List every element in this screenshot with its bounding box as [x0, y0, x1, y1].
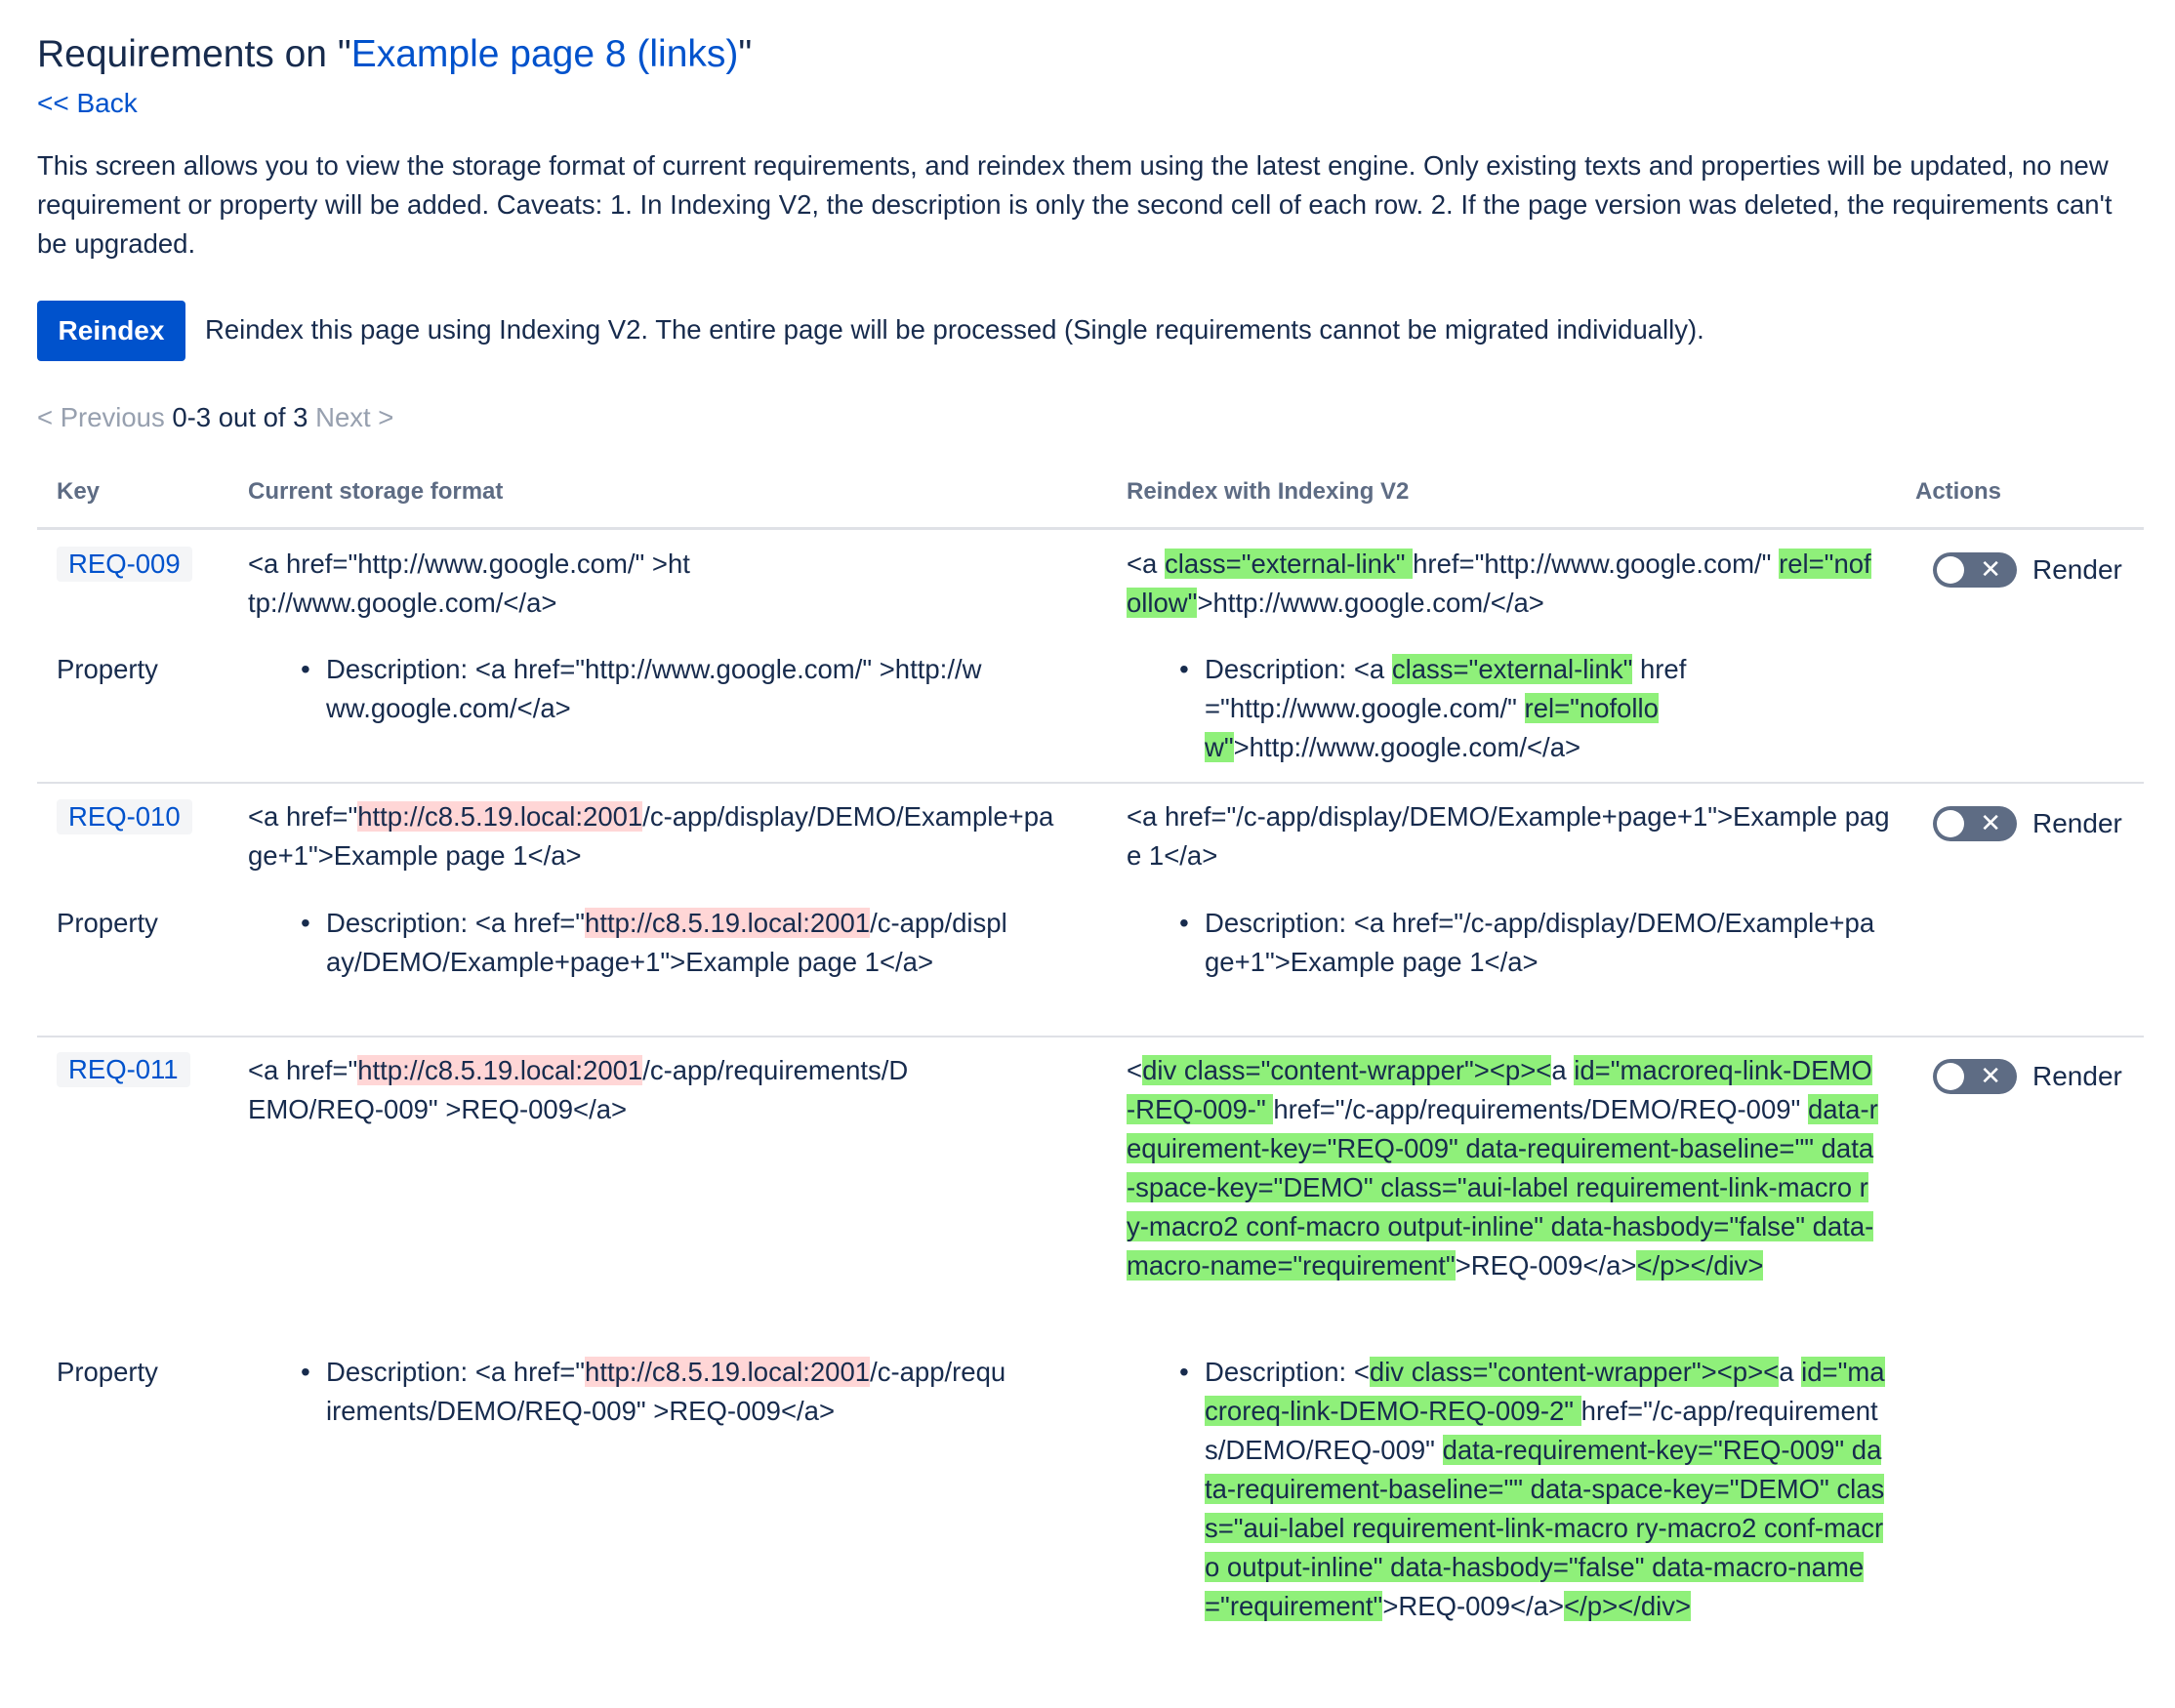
toggle-knob [1937, 1063, 1964, 1090]
requirement-key-link[interactable]: REQ-011 [57, 1052, 190, 1087]
render-toggle[interactable] [1933, 806, 2017, 841]
reindex-button[interactable]: Reindex [37, 301, 185, 361]
text-segment: < [1127, 1055, 1143, 1085]
text-segment: Description: <a [1205, 654, 1392, 684]
added-text: class="external-link" [1165, 549, 1414, 579]
text-segment: Description: <a href="/c-app/display/DEMO/Example+page+1">Example page 1</a> [1205, 908, 1875, 977]
added-text: div class="content-wrapper"><p>< [1369, 1357, 1780, 1387]
pagination-next[interactable]: Next > [315, 402, 394, 432]
pagination-previous[interactable]: < Previous [37, 402, 165, 432]
render-toggle[interactable] [1933, 1059, 2017, 1094]
render-label: Render [2032, 808, 2122, 838]
bullet: • [1179, 908, 1189, 938]
added-text: div class="content-wrapper"><p>< [1142, 1055, 1552, 1085]
intro-text: This screen allows you to view the storage format of current requirements, and reindex them using the latest engine. Only existing texts and properties will be updated, no new requirement or property will be added. Caveats: 1. In Indexing V2, the description is only the second cell of each row. 2. If the page version was deleted, the requirements can't be upgraded. [37, 150, 2113, 259]
render-label: Render [2032, 1061, 2122, 1091]
bullet: • [301, 1357, 310, 1387]
removed-text: http://c8.5.19.local:2001 [357, 801, 643, 832]
text-segment: Description: <a href=" [326, 908, 586, 938]
added-text: rel="nofollow" [1205, 693, 1659, 762]
property-current-cell [326, 650, 1000, 728]
removed-text: http://c8.5.19.local:2001 [585, 908, 871, 938]
added-text: id="macroreq-link-DEMO-REQ-009-" [1127, 1055, 1872, 1124]
reindex-note: Reindex this page using Indexing V2. The entire page will be processed (Single requirements cannot be migrated individually). [205, 314, 1704, 345]
added-text: id="macroreq-link-DEMO-REQ-009-2" [1205, 1357, 1885, 1426]
bullet: • [1179, 1357, 1189, 1387]
added-text: data-requirement-key="REQ-009" data-requirement-baseline="" data-space-key="DEMO" class="aui-label requirement-link-macro ry-macro2 conf-macro output-inline" data-hasbody="false" data-macro-name="requirement" [1205, 1435, 1885, 1621]
bullet: • [301, 908, 310, 938]
added-text: class="external-link" [1391, 654, 1633, 684]
added-text: </p></div> [1636, 1250, 1764, 1281]
text-segment: >REQ-009</a> [1455, 1250, 1637, 1281]
page-title-link[interactable]: Example page 8 (links) [350, 33, 739, 75]
text-segment: a [1551, 1055, 1575, 1085]
text-segment: >http://www.google.com/</a> [1197, 588, 1544, 618]
text-segment: Description: <a href=" [326, 1357, 586, 1387]
row-divider [37, 782, 2144, 784]
added-text: data-requirement-key="REQ-009" data-requirement-baseline="" data-space-key="DEMO" class="aui-label requirement-link-macro ry-macro2 conf-macro output-inline" data-hasbody="false" data-macro-name="requirement" [1127, 1094, 1878, 1281]
bullet: • [301, 654, 310, 684]
current-storage-cell [248, 797, 1058, 875]
column-header-key: Key [57, 478, 101, 505]
added-text: rel="nofollow" [1127, 549, 1871, 618]
property-current-cell [326, 1353, 1009, 1431]
close-icon: ✕ [1980, 1062, 2001, 1091]
pagination [37, 402, 393, 433]
toggle-knob [1937, 556, 1964, 584]
property-reindexed-cell [1205, 1353, 1888, 1626]
column-header-reindex: Reindex with Indexing V2 [1127, 478, 1410, 505]
text-segment: /c-app/display/DEMO/Example+page+1">Example page 1</a> [248, 801, 1054, 871]
reindexed-storage-cell [1127, 1051, 1878, 1285]
table-header-divider [37, 527, 2144, 530]
render-label: Render [2032, 554, 2122, 585]
removed-text: http://c8.5.19.local:2001 [357, 1055, 643, 1085]
column-header-current: Current storage format [248, 478, 504, 505]
text-segment: a [1779, 1357, 1802, 1387]
page-title-prefix: Requirements on " [37, 33, 351, 75]
close-icon: ✕ [1980, 555, 2001, 585]
text-segment: <a href=" [248, 801, 358, 832]
removed-text: http://c8.5.19.local:2001 [585, 1357, 871, 1387]
text-segment: >REQ-009</a> [1382, 1591, 1565, 1621]
requirement-key-link[interactable]: REQ-009 [57, 547, 192, 582]
property-label: Property [57, 1357, 158, 1387]
text-segment: href="/c-app/requirements/DEMO/REQ-009" [1273, 1094, 1808, 1124]
property-label: Property [57, 908, 158, 938]
text-segment: href="http://www.google.com/" [1205, 654, 1687, 723]
bullet: • [1179, 654, 1189, 684]
page-title [37, 33, 752, 76]
reindexed-storage-cell [1127, 797, 1898, 875]
text-segment: /c-app/requirements/DEMO/REQ-009" >REQ-009</a> [248, 1055, 909, 1124]
close-icon: ✕ [1980, 809, 2001, 838]
text-segment: <a [1127, 549, 1165, 579]
text-segment: /c-app/display/DEMO/Example+page+1">Example page 1</a> [326, 908, 1007, 977]
pagination-count: 0-3 out of 3 [172, 402, 308, 432]
column-header-actions: Actions [1915, 478, 2002, 505]
text-segment: <a href="/c-app/display/DEMO/Example+page+1">Example page 1</a> [1127, 801, 1890, 871]
text-segment: Description: <a href="http://www.google.com/" >http://www.google.com/</a> [326, 654, 982, 723]
row-divider [37, 1036, 2144, 1037]
back-link[interactable]: << Back [37, 88, 138, 118]
toggle-knob [1937, 810, 1964, 837]
requirement-key-link[interactable]: REQ-010 [57, 799, 192, 834]
property-reindexed-cell [1205, 650, 1693, 767]
text-segment: /c-app/requirements/DEMO/REQ-009" >REQ-009</a> [326, 1357, 1006, 1426]
page-title-suffix: " [738, 33, 753, 75]
text-segment: href="http://www.google.com/" [1413, 549, 1780, 579]
current-storage-cell [248, 1051, 922, 1129]
text-segment: >http://www.google.com/</a> [1233, 732, 1581, 762]
text-segment: <a href=" [248, 1055, 358, 1085]
text-segment: href="/c-app/requirements/DEMO/REQ-009" [1205, 1396, 1878, 1465]
text-segment: <a href="http://www.google.com/" >http://www.google.com/</a> [248, 549, 690, 618]
text-segment: Description: < [1205, 1357, 1370, 1387]
added-text: </p></div> [1564, 1591, 1692, 1621]
property-reindexed-cell [1205, 904, 1888, 982]
current-storage-cell [248, 545, 697, 623]
property-label: Property [57, 654, 158, 684]
render-toggle[interactable] [1933, 552, 2017, 588]
reindexed-storage-cell [1127, 545, 1878, 623]
property-current-cell [326, 904, 1009, 982]
